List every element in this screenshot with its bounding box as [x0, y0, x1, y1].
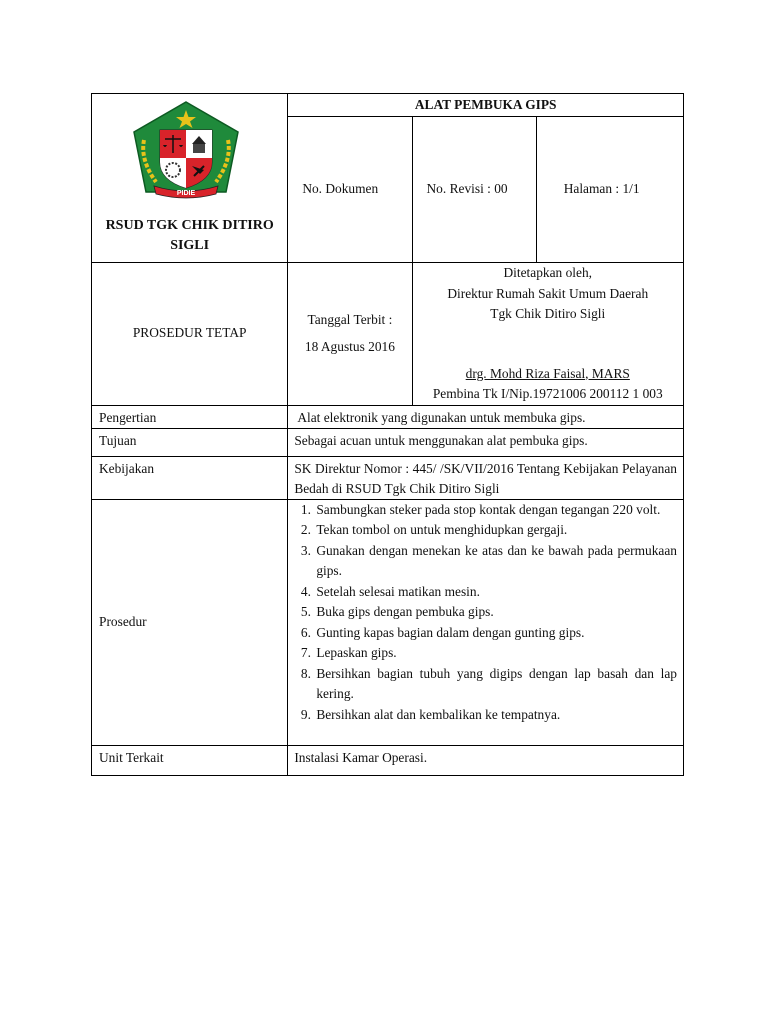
tujuan-value: Sebagai acuan untuk menggunakan alat pembuka gips. [294, 432, 588, 448]
tanggal-terbit-date: 18 Agustus 2016 [304, 339, 395, 354]
prosedur-label: Prosedur [99, 614, 147, 629]
kebijakan-value-cell [288, 456, 684, 499]
prosedur-steps-list [288, 500, 683, 726]
prosedur-steps-cell [288, 499, 684, 745]
list-item: 1. Sambungkan steker pada stop kontak dengan tegangan 220 volt. [314, 500, 677, 521]
list-item: 3. Gunakan dengan menekan ke atas dan ke bawah pada permukaan gips. [314, 541, 677, 582]
unit-terkait-label: Unit Terkait [99, 749, 164, 765]
halaman-cell [536, 117, 683, 263]
prosedur-tetap-label: PROSEDUR TETAP [132, 325, 247, 340]
pidie-emblem-icon [130, 100, 242, 200]
prosedur-tetap-cell [92, 263, 288, 406]
unit-terkait-label-cell [92, 745, 288, 775]
pengertian-label: Pengertian [99, 409, 157, 425]
tujuan-value-cell [288, 428, 684, 456]
halaman-label: Halaman : 1/1 [563, 181, 640, 197]
list-item: 8. Bersihkan bagian tubuh yang digips dengan lap basah dan lap kering. [314, 664, 677, 705]
ditetapkan-cell [412, 263, 683, 406]
list-item: 9. Bersihkan alat dan kembalikan ke tempatnya. [314, 705, 677, 726]
no-revisi-cell [412, 117, 536, 263]
list-item: 7. Lepaskan gips. [314, 643, 677, 664]
tanggal-terbit-cell [288, 263, 412, 406]
list-item: 2. Tekan tombol on untuk menghidupkan gergaji. [314, 520, 677, 541]
kebijakan-label: Kebijakan [99, 460, 155, 476]
kebijakan-label-cell [92, 456, 288, 499]
no-dokumen-cell [288, 117, 412, 263]
sop-document [91, 93, 684, 776]
ditetapkan-line1: Ditetapkan oleh, [503, 265, 592, 280]
kebijakan-value: SK Direktur Nomor : 445/ /SK/VII/2016 Tentang Kebijakan Pelayanan Bedah di RSUD Tgk Chik Ditiro Sigli [294, 460, 677, 496]
unit-terkait-value: Instalasi Kamar Operasi. [294, 749, 428, 765]
tujuan-label: Tujuan [99, 432, 137, 448]
document-title: ALAT PEMBUKA GIPS [288, 94, 684, 117]
list-item: 6. Gunting kapas bagian dalam dengan gunting gips. [314, 623, 677, 644]
ditetapkan-line2: Direktur Rumah Sakit Umum Daerah [447, 285, 649, 301]
sop-table [91, 93, 684, 776]
ditetapkan-line3: Tgk Chik Ditiro Sigli [490, 306, 606, 321]
hospital-name: RSUD TGK CHIK DITIRO SIGLI [105, 218, 274, 253]
no-revisi-label: No. Revisi : 00 [426, 181, 508, 197]
list-item: 5. Buka gips dengan pembuka gips. [314, 602, 677, 623]
signatory-nip: Pembina Tk I/Nip.19721006 200112 1 003 [432, 386, 663, 401]
pengertian-value: Alat elektronik yang digunakan untuk membuka gips. [297, 409, 586, 425]
pengertian-label-cell [92, 405, 288, 428]
list-item: 4. Setelah selesai matikan mesin. [314, 582, 677, 603]
svg-text:PIDIE: PIDIE [176, 190, 196, 197]
tujuan-label-cell [92, 428, 288, 456]
pengertian-value-cell [288, 405, 684, 428]
no-dokumen-label: No. Dokumen [302, 181, 379, 197]
signatory-name: drg. Mohd Riza Faisal, MARS [465, 365, 630, 381]
unit-terkait-value-cell [288, 745, 684, 775]
prosedur-label-cell [92, 499, 288, 745]
hospital-header-cell [92, 94, 288, 263]
tanggal-terbit-label: Tanggal Terbit : [307, 312, 393, 327]
hospital-logo [130, 100, 242, 200]
